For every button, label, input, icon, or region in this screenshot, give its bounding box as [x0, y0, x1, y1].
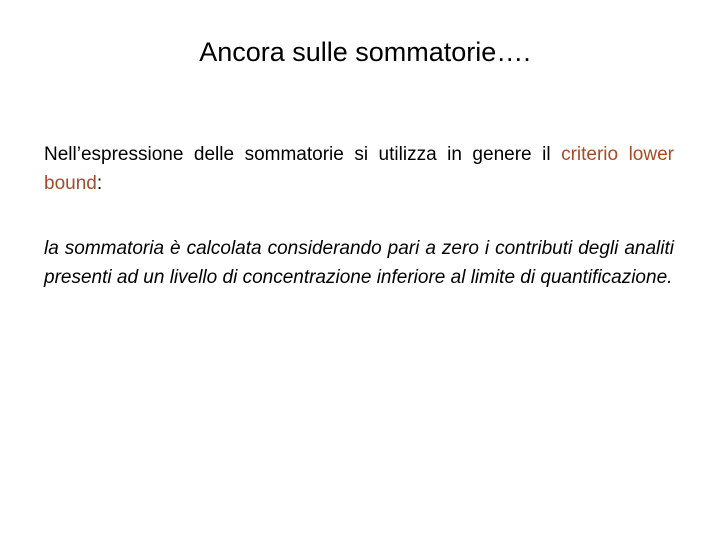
- paragraph-definition: [44, 140, 674, 198]
- paragraph-explanation: la sommatoria è calcolata considerando pari a zero i contributi degli analiti presenti ad un livello di concentrazione inferiore al limite di quantificazione.: [44, 238, 674, 288]
- paragraph-definition-lead: Nell’espressione delle sommatorie si utilizza in genere il: [44, 144, 562, 165]
- slide-title: Ancora sulle sommatorie….: [199, 37, 531, 67]
- criterion-highlight: criterio lower bound: [44, 144, 674, 194]
- paragraph-definition-tail: :: [96, 173, 103, 194]
